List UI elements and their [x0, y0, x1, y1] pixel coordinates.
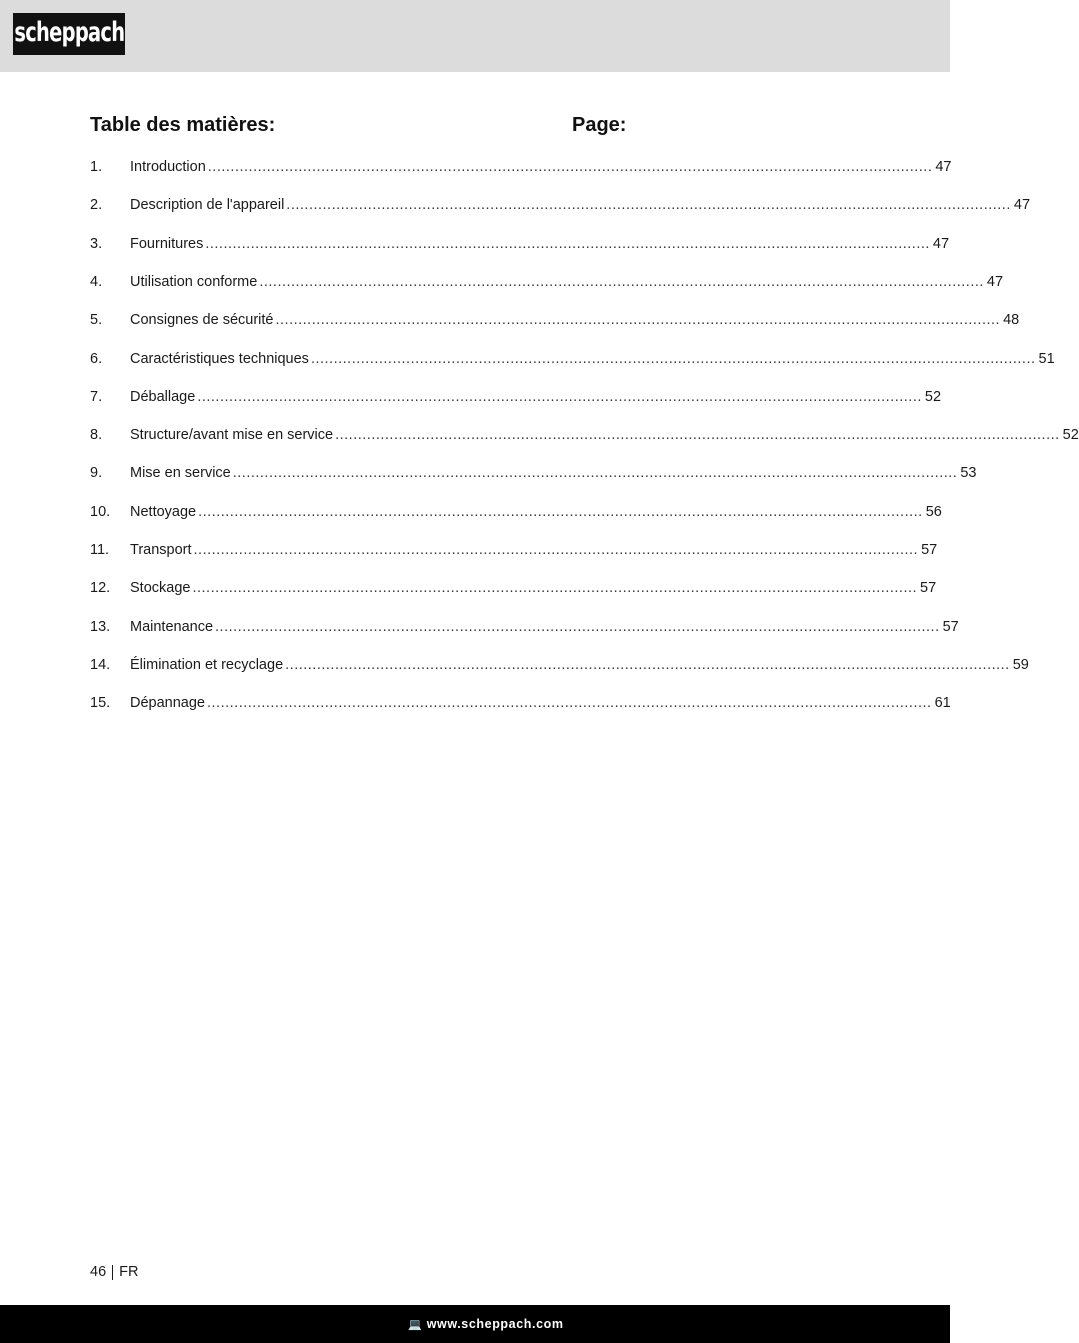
- toc-entry-leader: ................................................................................................................................................................: [310, 350, 1036, 367]
- toc-entry-line: [130, 349, 1055, 369]
- toc-entry-page: 57: [942, 618, 959, 635]
- toc-entry-label: Description de l'appareil: [130, 197, 285, 214]
- toc-entry-label: Caractéristiques techniques: [130, 350, 309, 367]
- toc-entry-line: [130, 272, 1004, 292]
- toc-entry-number: 15.: [90, 695, 111, 712]
- toc-entry-leader: ................................................................................................................................................................: [275, 312, 1001, 329]
- toc-entry-line: [130, 655, 1029, 675]
- toc-entry-leader: ................................................................................................................................................................: [193, 542, 919, 558]
- toc-entry[interactable]: [90, 349, 1055, 369]
- page-number: 46: [90, 1264, 107, 1280]
- toc-entry[interactable]: [90, 655, 1029, 675]
- toc-entry-line: [130, 234, 950, 254]
- toc-entry-number: 6.: [90, 350, 103, 367]
- toc-entry-number: 1.: [90, 159, 103, 175]
- toc-entry-page: 53: [960, 465, 977, 482]
- website-link[interactable]: [408, 1317, 563, 1331]
- toc-entry-number: 10.: [90, 503, 111, 520]
- toc-entry[interactable]: [90, 502, 942, 522]
- toc-entry-line: [130, 195, 1031, 215]
- toc-entry-label: Fournitures: [130, 235, 204, 252]
- toc-entry-page: 52: [1062, 427, 1079, 444]
- toc-entry-label: Mise en service: [130, 465, 231, 482]
- toc-entry-label: Introduction: [130, 159, 206, 175]
- toc-entry-leader: ................................................................................................................................................................: [335, 427, 1060, 444]
- language-code: FR: [119, 1264, 139, 1280]
- toc-entry[interactable]: [90, 693, 951, 713]
- toc-entry-line: [130, 693, 951, 713]
- toc-entry-label: Dépannage: [130, 695, 205, 712]
- toc-entry-page: 47: [935, 159, 952, 175]
- toc-entry[interactable]: [90, 272, 1004, 292]
- toc-entry-label: Utilisation conforme: [130, 273, 258, 290]
- toc-entry-number: 8.: [90, 427, 103, 444]
- toc-entry-leader: ................................................................................................................................................................: [198, 503, 923, 520]
- toc-entry-label: Transport: [130, 542, 192, 558]
- toc-entry-leader: ................................................................................................................................................................: [207, 695, 932, 712]
- toc-entry-page: 51: [1038, 350, 1055, 367]
- toc-entry[interactable]: [90, 157, 952, 177]
- toc-entry-leader: ................................................................................................................................................................: [207, 159, 933, 175]
- toc-entry-label: Structure/avant mise en service: [130, 427, 334, 444]
- toc-entry-leader: ................................................................................................................................................................: [205, 235, 930, 252]
- toc-entry-label: Nettoyage: [130, 503, 197, 520]
- toc-entry-page: 56: [925, 503, 942, 520]
- toc-entry-number: 3.: [90, 235, 103, 252]
- footer-divider: [112, 1265, 113, 1280]
- toc-entry-page: 47: [1013, 197, 1031, 214]
- toc-entry[interactable]: [90, 310, 1020, 330]
- toc-entry-leader: ................................................................................................................................................................: [232, 465, 958, 482]
- toc-entry-line: [130, 425, 1079, 445]
- toc-entry-line: [130, 310, 1020, 330]
- toc-entry-number: 7.: [90, 388, 103, 405]
- toc-entry-leader: ................................................................................................................................................................: [286, 197, 1011, 214]
- toc-entry-number: 12.: [90, 580, 111, 597]
- toc-entry-page: 61: [934, 695, 951, 712]
- toc-entry-label: Maintenance: [130, 618, 214, 635]
- toc-entry-line: [130, 540, 938, 560]
- toc-entry-number: 13.: [90, 618, 111, 635]
- header-band: [0, 0, 950, 72]
- toc-entry[interactable]: [90, 387, 942, 407]
- toc-entry-label: Stockage: [130, 580, 191, 597]
- toc-entry-line: [130, 617, 959, 637]
- toc-entry-leader: ................................................................................................................................................................: [285, 656, 1010, 673]
- toc-entry-line: [130, 157, 952, 177]
- toc-page-heading: Page:: [572, 114, 627, 136]
- toc-entry[interactable]: [90, 234, 950, 254]
- toc-entry-line: [130, 387, 942, 407]
- toc-entry-leader: ................................................................................................................................................................: [197, 388, 922, 405]
- toc-entry-page: 48: [1003, 312, 1020, 329]
- toc-entry[interactable]: [90, 463, 977, 483]
- toc-entry-leader: ................................................................................................................................................................: [215, 618, 940, 635]
- monitor-icon: 💻: [408, 1318, 423, 1331]
- toc-entry-line: [130, 578, 937, 598]
- toc-entry-line: [130, 463, 977, 483]
- toc-entry-page: 47: [986, 273, 1004, 290]
- toc-entry-page: 57: [920, 580, 937, 597]
- toc-entry[interactable]: [90, 578, 937, 598]
- toc-entry[interactable]: [90, 425, 1079, 445]
- toc-entry[interactable]: [90, 540, 938, 560]
- toc-entry-number: 5.: [90, 312, 103, 329]
- toc-entry-leader: ................................................................................................................................................................: [192, 580, 918, 597]
- toc-entry-page: 47: [932, 235, 950, 252]
- toc-entry-number: 4.: [90, 273, 103, 290]
- toc-title: Table des matières:: [90, 114, 276, 136]
- page-footer: [90, 1264, 138, 1280]
- toc-entry-page: 52: [924, 388, 942, 405]
- toc-entry-line: [130, 502, 942, 522]
- website-text: www.scheppach.com: [426, 1317, 564, 1331]
- toc-entry-number: 14.: [90, 656, 111, 673]
- toc-entry-leader: ................................................................................................................................................................: [259, 273, 984, 290]
- toc-entry[interactable]: [90, 617, 959, 637]
- toc-entry-label: Consignes de sécurité: [130, 312, 274, 329]
- scheppach-logo: scheppach: [13, 13, 125, 55]
- toc-entry-page: 57: [921, 542, 938, 558]
- toc-entry-page: 59: [1012, 656, 1029, 673]
- toc-entry[interactable]: [90, 195, 1031, 215]
- toc-entry-number: 2.: [90, 197, 103, 214]
- toc-entry-number: 11.: [90, 542, 110, 558]
- toc-entry-label: Élimination et recyclage: [130, 656, 284, 673]
- toc-entry-number: 9.: [90, 465, 103, 482]
- toc-entry-label: Déballage: [130, 388, 196, 405]
- footer-band: [0, 1305, 950, 1343]
